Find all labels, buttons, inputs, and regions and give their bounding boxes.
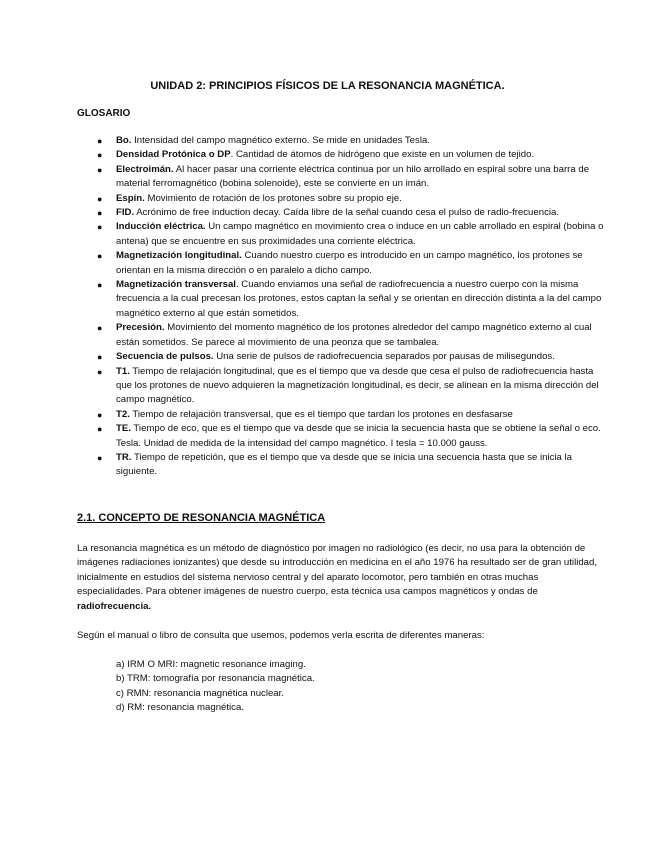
glossary-definition: . Cuando enviamos una señal de radiofrecuencia a nuestro cuerpo con la misma frecuencia a la cual precesan los protones, estos captan la señal y se orientan en dirección distinta a la del campo magnético externo al que están sometidos. xyxy=(116,279,602,319)
naming-option: b) TRM: tomografía por resonancia magnética. xyxy=(116,673,315,685)
glossary-list xyxy=(97,134,607,480)
bullet-icon: ● xyxy=(97,409,103,420)
glossary-term: Inducción eléctrica. xyxy=(116,221,206,233)
glossary-definition: Intensidad del campo magnético externo. Se mide en unidades Tesla. xyxy=(131,135,430,146)
bullet-icon: ● xyxy=(97,136,103,146)
glossary-term: TR. xyxy=(116,451,132,463)
glossary-definition: Tiempo de relajación transversal, que es el tiempo que tardan los protones en desfasarse xyxy=(129,408,513,420)
glossary-term: FID. xyxy=(116,207,135,219)
bullet-icon: ● xyxy=(97,222,103,233)
naming-option: d) RM: resonancia magnética. xyxy=(116,702,244,714)
glossary-item xyxy=(97,163,607,192)
glossary-item xyxy=(97,220,607,249)
glossary-definition: Tiempo de eco, que es el tiempo que va desde que se inicia la secuencia hasta que se obtiene la señal o eco. Tesla. Unidad de medida de la intensidad del campo magnético. I tesla = 10.000 gauss. xyxy=(116,423,601,449)
bullet-icon: ● xyxy=(97,164,103,175)
glossary-item xyxy=(97,134,607,148)
glossary-term: Magnetización transversal xyxy=(116,279,236,291)
section-heading: 2.1. CONCEPTO DE RESONANCIA MAGNÉTICA xyxy=(77,512,326,524)
page-title: UNIDAD 2: PRINCIPIOS FÍSICOS DE LA RESONANCIA MAGNÉTICA. xyxy=(150,80,505,92)
glossary-definition: Acrónimo de free induction decay. Caída libre de la señal cuando cesa el pulso de radio-frecuencia. xyxy=(134,207,559,219)
glossary-definition: Cuando nuestro cuerpo es introducido en un campo magnético, los protones se orientan en la misma dirección o en paralelo a dicho campo. xyxy=(116,250,583,276)
glossary-term: TE. xyxy=(116,423,131,435)
glossary-term: Precesión. xyxy=(116,322,165,334)
bullet-icon: ● xyxy=(97,251,103,262)
bullet-icon: ● xyxy=(97,150,103,161)
glossary-item xyxy=(97,321,607,350)
glossary-definition: Un campo magnético en movimiento crea o induce en un cable arrollado en espiral (bobina o antena) que se encuentre en sus proximidades una corriente eléctrica. xyxy=(116,221,604,247)
glossary-term: Bo. xyxy=(116,135,132,146)
intro-paragraph-text: La resonancia magnética es un método de diagnóstico por imagen no radiológico (es decir, no usa para la obtención de imágenes radiaciones ionizantes) que desde su introducción en medicina en el año 1976 ha resultado ser de gran utilidad, inicialmente en estudios del sistema nervioso central y del aparato locomotor, pero también en otras muchas especialidades. Para obtener imágenes de nuestro cuerpo, esta técnica usa campos magnéticos y ondas de xyxy=(77,543,598,598)
glossary-item xyxy=(97,350,607,364)
bullet-icon: ● xyxy=(97,280,103,291)
glossary-definition: Tiempo de repetición, que es el tiempo que va desde que se inicia una secuencia hasta que se inicia la siguiente. xyxy=(116,451,572,478)
bullet-icon: ● xyxy=(97,352,103,363)
glossary-term: Espín. xyxy=(116,192,145,204)
glossary-term: Secuencia de pulsos. xyxy=(116,351,214,363)
bullet-icon: ● xyxy=(97,193,103,204)
glossary-definition: Tiempo de relajación longitudinal, que es el tiempo que va desde que cesa el pulso de radiofrecuencia hasta que los protones de nuevo adquieren la magnetización longitudinal, es decir, se alinean en la misma dirección del campo magnético. xyxy=(116,365,599,406)
glossary-item xyxy=(97,206,607,220)
glossary-item xyxy=(97,192,607,206)
glossary-item xyxy=(97,365,607,408)
glossary-item xyxy=(97,422,607,451)
glossary-term: T2. xyxy=(116,408,130,420)
bullet-icon: ● xyxy=(97,452,103,463)
glossary-item xyxy=(97,249,607,278)
naming-paragraph: Según el manual o libro de consulta que usemos, podemos verla escrita de diferentes maneras: xyxy=(77,630,485,641)
glossary-definition: Al hacer pasar una corriente eléctrica continua por un hilo arrollado en espiral sobre una barra de material ferromagnético (bobina solenoide), este se convierte en un imán. xyxy=(116,163,590,190)
bullet-icon: ● xyxy=(97,208,103,219)
glossary-term: Densidad Protónica o DP xyxy=(116,149,231,161)
bullet-icon: ● xyxy=(97,366,103,377)
naming-options-list xyxy=(116,658,315,716)
glossary-item xyxy=(97,408,607,422)
glossary-item xyxy=(97,451,607,480)
intro-paragraph xyxy=(77,542,597,614)
glossary-definition: Una serie de pulsos de radiofrecuencia separados por pausas de milisegundos. xyxy=(213,351,555,363)
bullet-icon: ● xyxy=(97,424,103,435)
glossary-term: T1. xyxy=(116,365,130,377)
glossary-item xyxy=(97,278,607,321)
intro-paragraph-bold: radiofrecuencia. xyxy=(77,600,152,612)
bullet-icon: ● xyxy=(97,323,103,334)
glossary-item xyxy=(97,148,607,162)
naming-option: c) RMN: resonancia magnética nuclear. xyxy=(116,687,284,699)
glossary-definition: Movimiento de rotación de los protones sobre su propio eje. xyxy=(144,192,402,204)
glossary-term: Magnetización longitudinal. xyxy=(116,250,242,262)
naming-option: a) IRM O MRI: magnetic resonance imaging. xyxy=(116,659,306,670)
glossary-definition: . Cantidad de átomos de hidrógeno que existe en un volumen de tejido. xyxy=(230,149,535,161)
glossary-term: Electroimán. xyxy=(116,163,174,175)
glossary-definition: Movimiento del momento magnético de los protones alrededor del campo magnético externo al cual están sometidos. Se parece al movimiento de una peonza que se tambalea. xyxy=(116,322,592,348)
glosario-heading: GLOSARIO xyxy=(77,108,131,119)
